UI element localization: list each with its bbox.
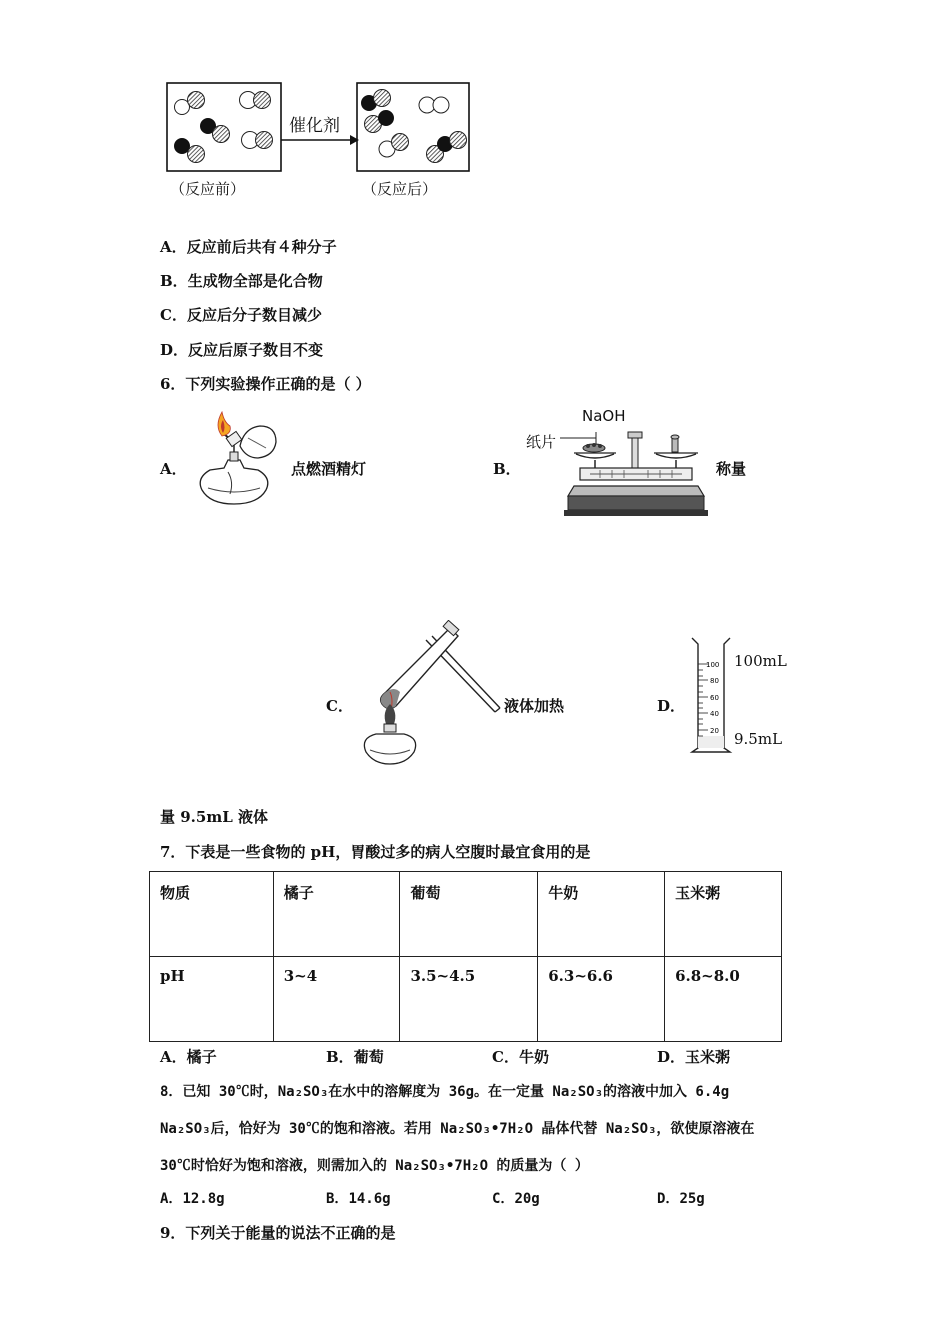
q6-d-tail: 量 9.5mL 液体 [160, 808, 268, 826]
table-cell: 玉米粥 [665, 872, 782, 957]
table-row [150, 957, 782, 1042]
q5-option-a: A．反应前后共有４种分子 [160, 238, 337, 256]
tick-60: 60 [710, 694, 719, 702]
table-row [150, 872, 782, 957]
q5-option-b: B．生成物全部是化合物 [160, 272, 323, 290]
balance-figure [560, 424, 710, 519]
q8-option-b: B．14.6g [326, 1191, 391, 1207]
q7-stem: 7．下表是一些食物的 pH，胃酸过多的病人空腹时最宜食用的是 [160, 843, 591, 861]
q8-option-a: A．12.8g [160, 1191, 225, 1207]
q8-option-c: C．20g [492, 1191, 540, 1207]
table-cell: 橘子 [273, 872, 400, 957]
after-molecules [362, 90, 467, 163]
q9-stem: 9．下列关于能量的说法不正确的是 [160, 1224, 396, 1242]
cylinder-bottom-mark: 9.5mL [734, 730, 783, 748]
q8-line-3: 30℃时恰好为饱和溶液，则需加入的 Na₂SO₃•7H₂O 的质量为（ ） [160, 1158, 589, 1174]
before-label: （反应前） [170, 180, 246, 198]
catalyst-label: 催化剂 [289, 116, 340, 136]
q7-option-c: C．牛奶 [492, 1048, 549, 1066]
q7-option-b: B．葡萄 [326, 1048, 384, 1066]
q6-c-letter: C． [326, 697, 353, 715]
table-cell: 葡萄 [400, 872, 538, 957]
q8-line-1: 8．已知 30℃时，Na₂SO₃在水中的溶解度为 36g。在一定量 Na₂SO₃的溶液中加入 6.4g [160, 1084, 730, 1100]
q6-a-text: 点燃酒精灯 [291, 460, 367, 478]
table-cell: 6.3~6.6 [538, 957, 665, 1042]
ph-table [149, 871, 782, 1042]
table-cell: 3~4 [273, 957, 400, 1042]
q8-line-2: Na₂SO₃后，恰好为 30℃的饱和溶液。若用 Na₂SO₃•7H₂O 晶体代替 Na₂SO₃，欲使原溶液在 [160, 1121, 755, 1137]
q6-a-letter: A． [160, 460, 187, 478]
paper-label: 纸片 [526, 433, 557, 451]
q8-option-d: D．25g [657, 1191, 705, 1207]
table-cell: pH [150, 957, 274, 1042]
q6-b-text: 称量 [716, 460, 747, 478]
heating-liquid-figure [360, 620, 505, 768]
table-cell: 物质 [150, 872, 274, 957]
naoh-label: NaOH [582, 407, 626, 425]
q6-c-text: 液体加热 [504, 697, 565, 715]
q7-option-d: D．玉米粥 [657, 1048, 731, 1066]
table-cell: 3.5~4.5 [400, 957, 538, 1042]
tick-100: 100 [706, 661, 720, 669]
q6-b-letter: B． [493, 460, 521, 478]
tick-20: 20 [710, 727, 719, 735]
tick-40: 40 [710, 710, 719, 718]
graduated-cylinder-figure [686, 636, 736, 758]
q5-option-d: D．反应后原子数目不变 [160, 341, 324, 359]
q5-option-c: C．反应后分子数目减少 [160, 306, 322, 324]
q6-stem: 6．下列实验操作正确的是（ ） [160, 375, 371, 393]
after-label: （反应后） [362, 180, 438, 198]
table-cell: 牛奶 [538, 872, 665, 957]
q7-option-a: A．橘子 [160, 1048, 217, 1066]
table-cell: 6.8~8.0 [665, 957, 782, 1042]
tick-80: 80 [710, 677, 719, 685]
before-molecules [175, 92, 273, 163]
alcohol-lamp-lighting-figure [188, 408, 288, 518]
cylinder-top-mark: 100mL [734, 652, 787, 670]
q6-d-letter: D． [657, 697, 686, 715]
